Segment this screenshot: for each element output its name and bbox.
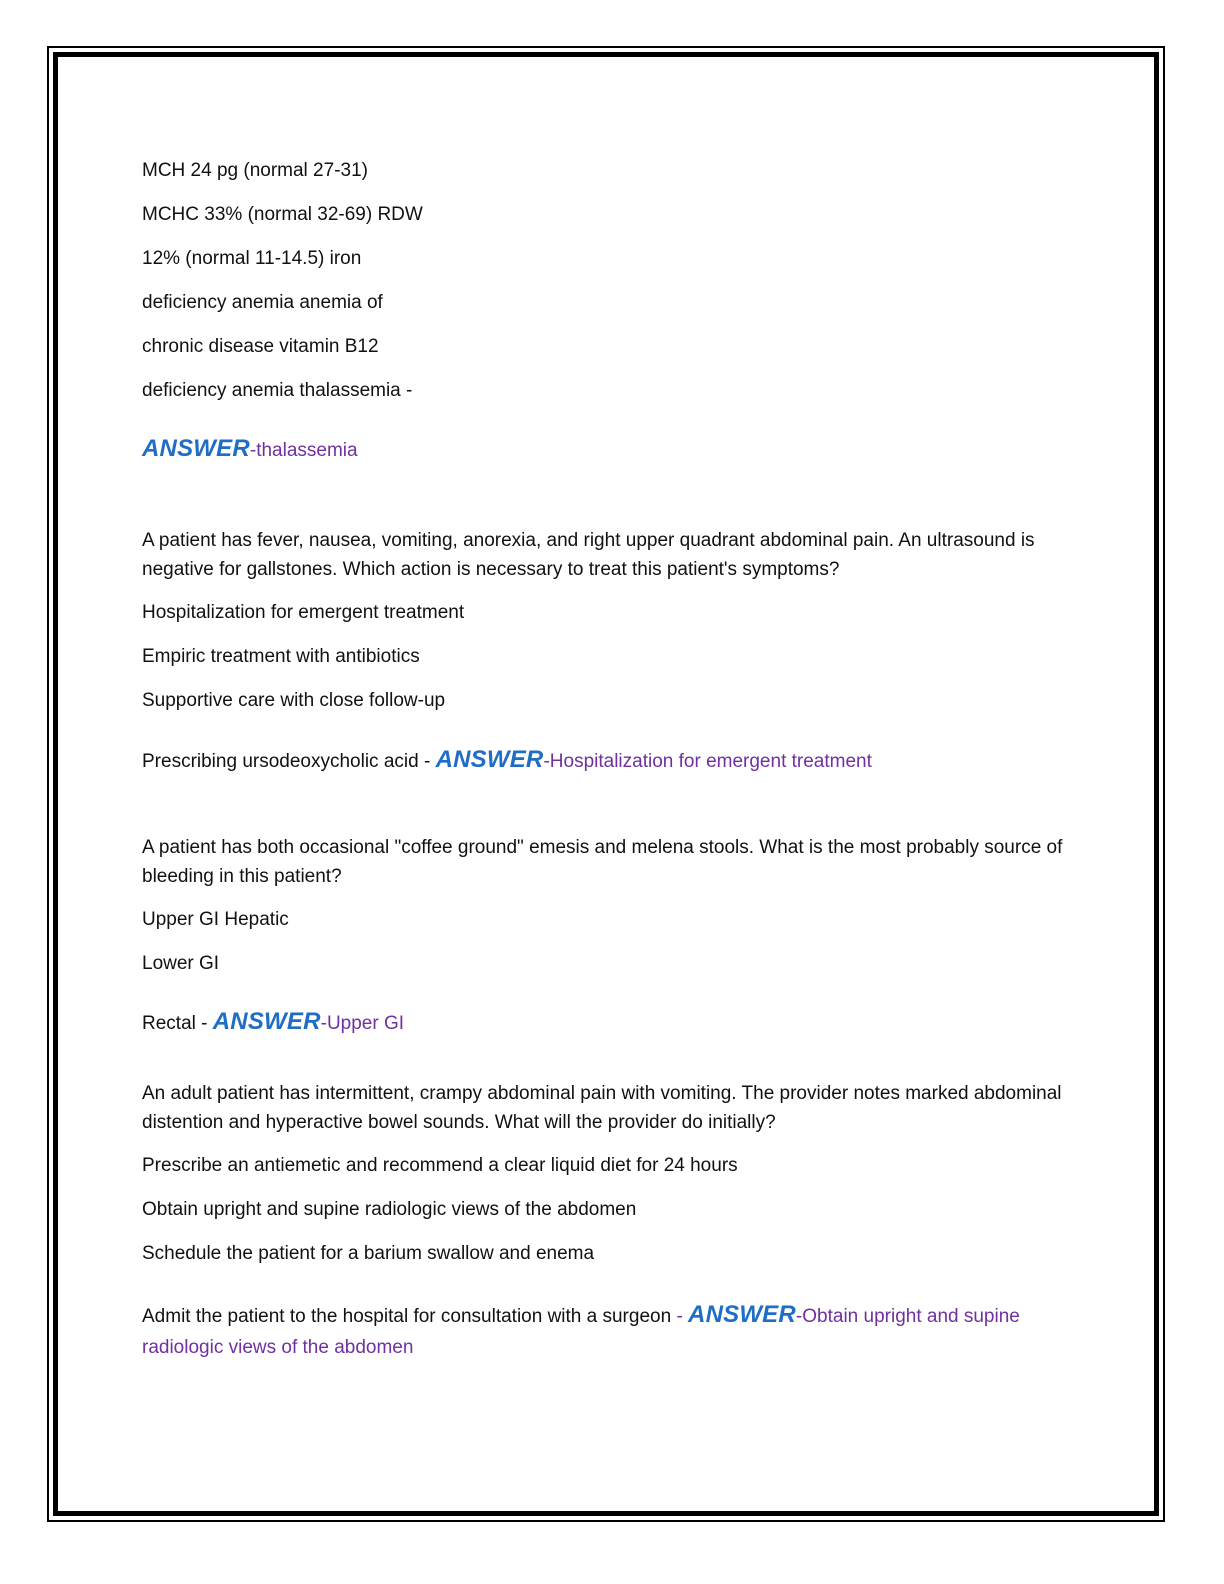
q2-option-1: Hospitalization for emergent treatment	[142, 602, 465, 623]
block1-line-1: MCH 24 pg (normal 27-31)	[142, 160, 368, 181]
q3-option-2: Lower GI	[142, 953, 220, 974]
q2-option-3: Supportive care with close follow-up	[142, 690, 446, 711]
q4-answer-dash: -	[676, 1306, 689, 1327]
q2-answer-line	[142, 746, 872, 776]
block1-line-6: deficiency anemia thalassemia -	[142, 380, 413, 401]
answer-text: -Upper GI	[320, 1013, 405, 1034]
answer-text: -Obtain upright and supine radiologic views of the abdomen	[142, 1306, 1020, 1358]
q4-last-option: Admit the patient to the hospital for consultation with a surgeon	[142, 1306, 677, 1327]
q2-question: A patient has fever, nausea, vomiting, anorexia, and right upper quadrant abdominal pain. An ultrasound is negative for gallstones. Which action is necessary to treat this patient's symptoms?	[142, 530, 1035, 580]
block1-line-2: MCHC 33% (normal 32-69) RDW	[142, 204, 423, 225]
q2-last-option: Prescribing ursodeoxycholic acid -	[142, 751, 436, 772]
block1-line-3: 12% (normal 11-14.5) iron	[142, 248, 362, 269]
answer-text: -Hospitalization for emergent treatment	[543, 751, 872, 772]
q4-option-3: Schedule the patient for a barium swallow and enema	[142, 1243, 595, 1264]
q3-last-option: Rectal -	[142, 1013, 213, 1034]
q3-option-1: Upper GI Hepatic	[142, 909, 289, 930]
answer-keyword: ANSWER	[435, 746, 544, 773]
block1-line-4: deficiency anemia anemia of	[142, 292, 383, 313]
answer-keyword: ANSWER	[212, 1008, 321, 1035]
q4-answer-line	[142, 1299, 1082, 1363]
q4-option-2: Obtain upright and supine radiologic views of the abdomen	[142, 1199, 637, 1220]
block1-line-5: chronic disease vitamin B12	[142, 336, 379, 357]
q3-answer-line	[142, 1008, 404, 1038]
answer-text: -thalassemia	[249, 440, 358, 461]
q4-option-1: Prescribe an antiemetic and recommend a clear liquid diet for 24 hours	[142, 1155, 738, 1176]
answer-keyword: ANSWER	[142, 435, 250, 462]
q3-question: A patient has both occasional "coffee ground" emesis and melena stools. What is the most probably source of bleeding in this patient?	[142, 837, 1063, 887]
block1-answer	[142, 435, 358, 465]
q4-question: An adult patient has intermittent, crampy abdominal pain with vomiting. The provider notes marked abdominal distention and hyperactive bowel sounds. What will the provider do initially?	[142, 1083, 1062, 1133]
q2-option-2: Empiric treatment with antibiotics	[142, 646, 420, 667]
answer-keyword: ANSWER	[688, 1301, 796, 1328]
